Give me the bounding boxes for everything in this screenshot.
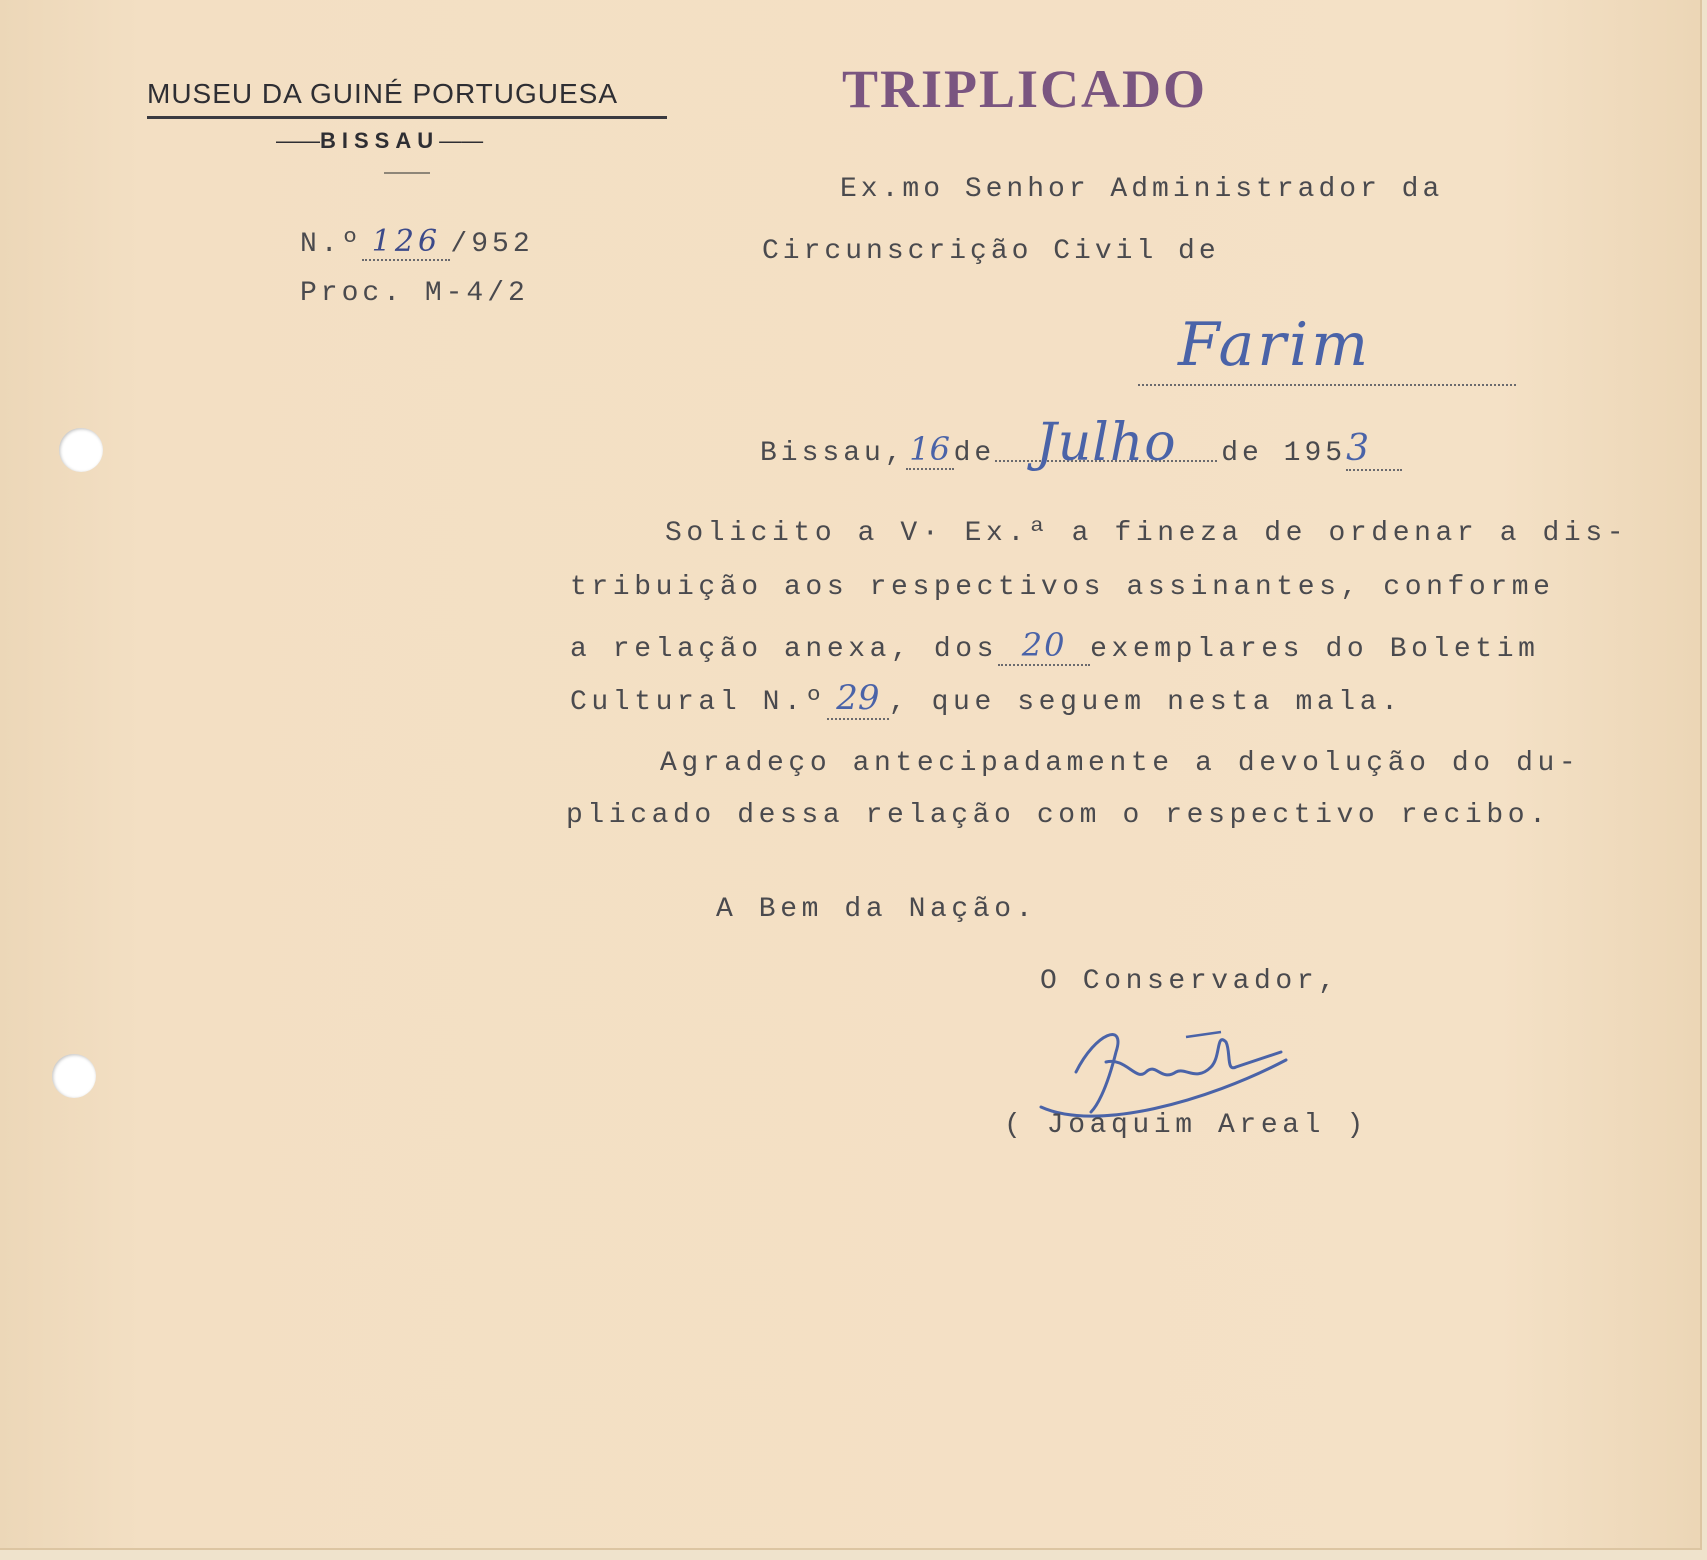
- body-paragraph-1-line-1: Solicito a V· Ex.ª a fineza de ordenar a dis-: [665, 518, 1629, 549]
- body-paragraph-1-line-4: Cultural N.º 29 , que seguem nesta mala.: [570, 678, 1403, 718]
- triplicado-stamp: TRIPLICADO: [842, 59, 1208, 119]
- addressee-place-line: [1138, 310, 1516, 386]
- process-number: Proc. M-4/2: [300, 278, 529, 309]
- signatory-name: ( Joaquim Areal ): [1004, 1110, 1368, 1141]
- handwritten-place: Farim: [1178, 310, 1372, 380]
- closing-salutation: A Bem da Nação.: [716, 894, 1038, 925]
- body-paragraph-2-line-1: Agradeço antecipadamente a devolução do du-: [660, 748, 1581, 779]
- handwritten-year-digit: 3: [1346, 428, 1402, 471]
- addressee-line-2: Circunscrição Civil de: [762, 236, 1220, 267]
- punch-hole-top: [59, 428, 103, 472]
- date-line: Bissau, 16 de Julho de 1953: [760, 426, 1402, 471]
- letterhead-short-rule: [384, 172, 430, 174]
- closing-role: O Conservador,: [1040, 966, 1340, 997]
- punch-hole-bottom: [52, 1054, 96, 1098]
- addressee-line-1: Ex.mo Senhor Administrador da: [840, 174, 1444, 205]
- handwritten-month: Julho: [995, 426, 1217, 462]
- body-paragraph-1-line-2: tribuição aos respectivos assinantes, conforme: [570, 572, 1555, 603]
- letterhead-rule: [147, 116, 667, 119]
- handwritten-copies-count: 20: [998, 626, 1090, 666]
- body-paragraph-1-line-3: a relação anexa, dos 20 exemplares do Boletim: [570, 626, 1540, 665]
- letterhead-city: ——BISSAU——: [276, 128, 484, 153]
- letterhead-institution: MUSEU DA GUINÉ PORTUGUESA: [147, 78, 619, 109]
- body-paragraph-2-line-2: plicado dessa relação com o respectivo recibo.: [566, 800, 1551, 831]
- handwritten-day: 16: [906, 430, 954, 470]
- handwritten-number: 126: [362, 224, 450, 261]
- handwritten-bulletin-number: 29: [827, 678, 889, 720]
- reference-number: N.º 126 /952: [300, 224, 534, 260]
